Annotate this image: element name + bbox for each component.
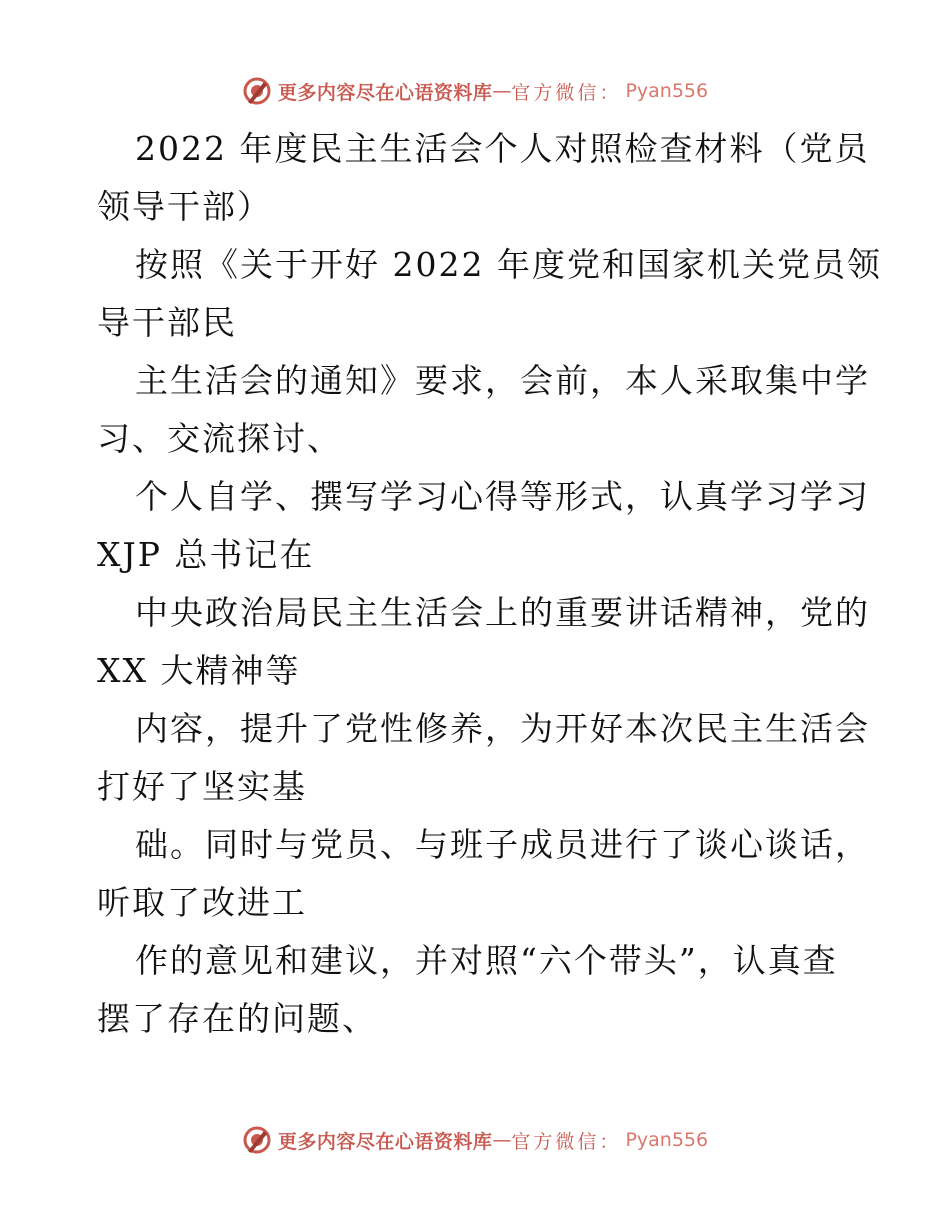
document-body: [97, 120, 882, 1048]
watermark-dash: —: [492, 1129, 512, 1151]
watermark-label: 官方微信：: [511, 81, 622, 104]
quill-pen-seal-icon: [242, 76, 272, 106]
paragraph-line: 听取了改进工: [97, 883, 307, 922]
watermark-dash: —: [492, 80, 512, 102]
paragraph-line: XX 大精神等: [97, 651, 301, 690]
title-line: 2022 年度民主生活会个人对照检查材料（党员: [135, 129, 870, 168]
watermark-handle: Pyan556: [625, 80, 709, 102]
paragraph-line: 按照《关于开好 2022 年度党和国家机关党员领: [135, 245, 882, 284]
paragraph-line: XJP 总书记在: [97, 535, 315, 574]
quill-pen-seal-icon: [242, 1125, 272, 1155]
paragraph-line: 习、交流探讨、: [97, 419, 342, 458]
paragraph-line: 个人自学、撰写学习心得等形式，认真学习学习: [135, 477, 870, 516]
watermark-text: 更多内容尽在心语资料库: [277, 1130, 493, 1153]
paragraph-line: 中央政治局民主生活会上的重要讲话精神，党的: [135, 593, 870, 632]
header-watermark: [0, 73, 950, 109]
paragraph-line: 内容，提升了党性修养，为开好本次民主生活会: [135, 709, 870, 748]
title-line-continued: 领导干部）: [97, 187, 272, 226]
watermark-handle: Pyan556: [625, 1129, 709, 1151]
paragraph-line: 作的意见和建议，并对照“六个带头”，认真查: [135, 941, 838, 980]
watermark-label: 官方微信：: [511, 1130, 622, 1153]
watermark-text: 更多内容尽在心语资料库: [277, 81, 493, 104]
paragraph-line: 导干部民: [97, 303, 237, 342]
paragraph-line: 打好了坚实基: [97, 767, 307, 806]
paragraph-line: 础。同时与党员、与班子成员进行了谈心谈话，: [135, 825, 870, 864]
paragraph-line: 主生活会的通知》要求，会前，本人采取集中学: [135, 361, 870, 400]
paragraph-line: 摆了存在的问题、: [97, 999, 377, 1038]
footer-watermark: [0, 1122, 950, 1158]
